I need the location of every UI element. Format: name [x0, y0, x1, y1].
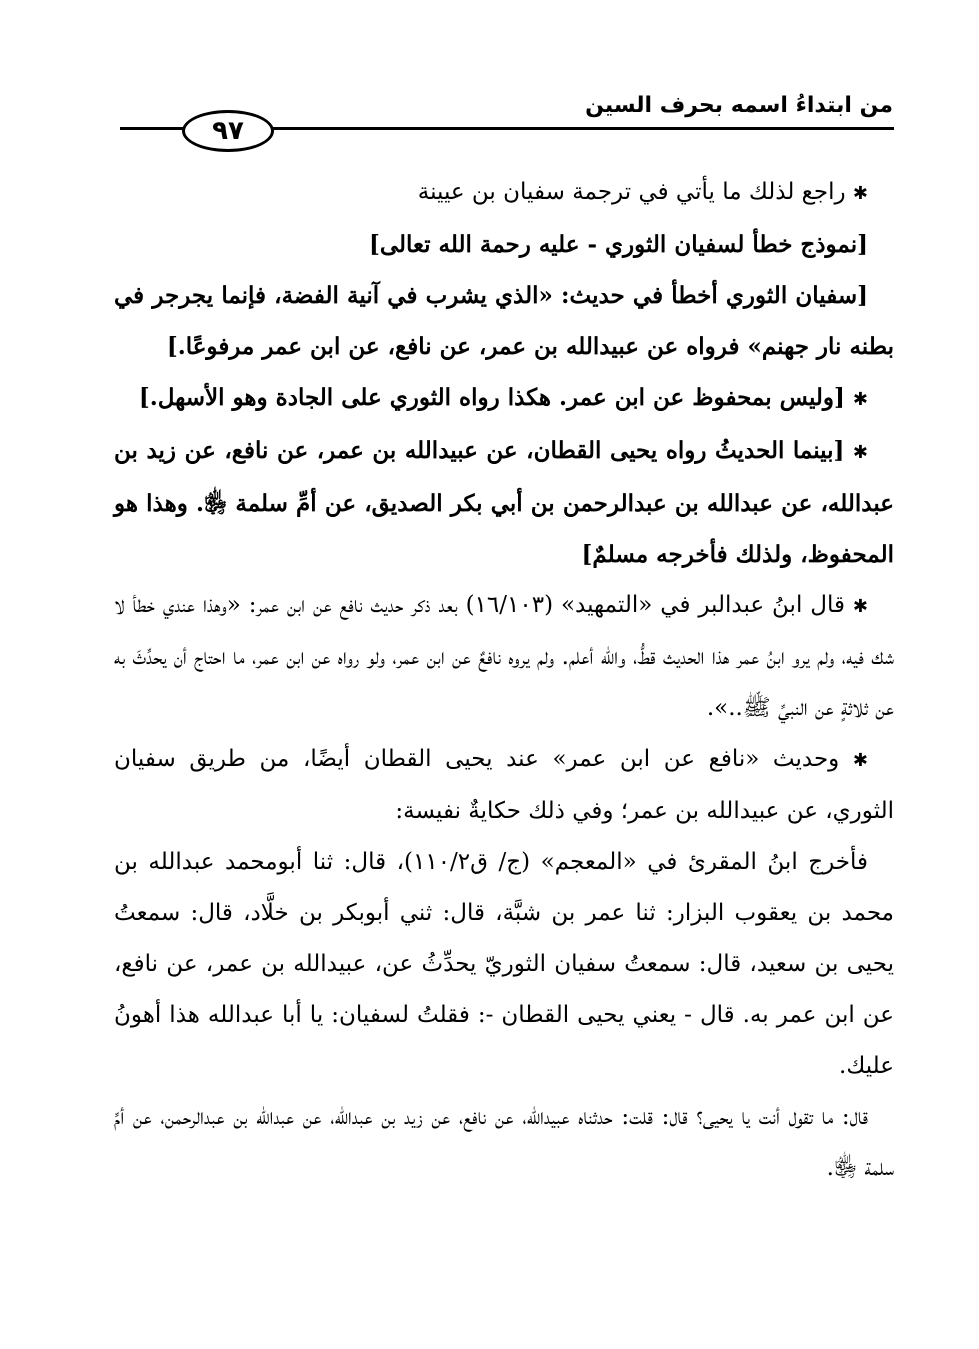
section-heading: [نموذج خطأ لسفيان الثوري - عليه رحمة الله تعالى] [368, 231, 868, 258]
bullet-icon: ✱ [852, 442, 868, 463]
paragraph-3: [سفيان الثوري أخطأ في حديث: «الذي يشرب في آنية الفضة، فإنما يجرجر في بطنه نار جهنم» فرواه عن عبيدالله بن عمر، عن نافع، عن ابن عمر مرفوعًا.] [114, 282, 894, 360]
paragraph-1-text: راجع لذلك ما يأتي في ترجمة سفيان بن عيينة [417, 179, 846, 205]
bullet-icon: ✱ [852, 183, 868, 204]
paragraph-7-text: وحديث «نافع عن ابن عمر» عند يحيى القطان أيضًا، من طريق سفيان الثوري، عن عبيدالله بن عمر؛ وفي ذلك حكايةٌ نفيسة: [114, 746, 894, 824]
paragraph-4 [114, 372, 894, 425]
paragraph-1 [114, 167, 894, 219]
bullet-icon: ✱ [852, 596, 868, 617]
bullet-icon: ✱ [852, 389, 868, 410]
paragraph-5-text: [بينما الحديثُ رواه يحيى القطان، عن عبيدالله بن عمر، عن نافع، عن زيد بن عبدالله، عن عبدالله بن عبدالرحمن بن أبي بكر الصديق، عن أمِّ سلمة ﵂. وهذا هو المحفوظ، ولذلك فأخرجه مسلمٌ] [114, 437, 894, 568]
running-header-title: من ابتداءُ اسمه بحرف السين [585, 93, 893, 118]
paragraph-4-text: [وليس بمحفوظ عن ابن عمر. هكذا رواه الثوري على الجادة وهو الأسهل.] [138, 384, 845, 411]
paragraph-6 [114, 580, 894, 734]
bullet-icon: ✱ [852, 750, 868, 771]
page-body [114, 167, 894, 1194]
paragraph-7 [114, 734, 894, 837]
paragraph-5 [114, 425, 894, 580]
paragraph-6-text: قال ابنُ عبدالبر في «التمهيد» (١٦/١٠٣) بعد ذكر حديث نافع عن ابن عمر: «وهذا عندي خطأ لا شك فيه، ولم يرو ابنُ عمر هذا الحديث قطُّ، والله أعلم. ولم يروه نافعٌ عن ابن عمر، ولو رواه عن ابن عمر، ما احتاج أن يحدِّثَ به عن ثلاثةٍ عن النبيِّ ﷺ..». [114, 592, 894, 721]
paragraph-9: قال: ما تقول أنت يا يحيى؟ قال: قلت: حدثناه عبيدالله، عن نافع، عن زيد بن عبدالله، عن عبدالله بن عبدالرحمن، عن أمِّ سلمة ﵂. [114, 1104, 894, 1181]
page-number-badge: ٩٧ [182, 110, 274, 152]
paragraph-8: فأخرج ابنُ المقرئ في «المعجم» (ج/ ق١١٠/٢)، قال: ثنا أبومحمد عبدالله بن محمد بن يعقوب البزار: ثنا عمر بن شبَّة، قال: ثني أبوبكر بن خلَّاد، قال: سمعتُ يحيى بن سعيد، قال: سمعتُ سفيان الثوريّ يحدِّثُ عن، عبيدالله بن عمر، عن نافع، عن ابن عمر به. قال - يعني يحيى القطان -: فقلتُ لسفيان: يا أبا عبدالله هذا أهونُ عليك. [114, 849, 894, 1079]
